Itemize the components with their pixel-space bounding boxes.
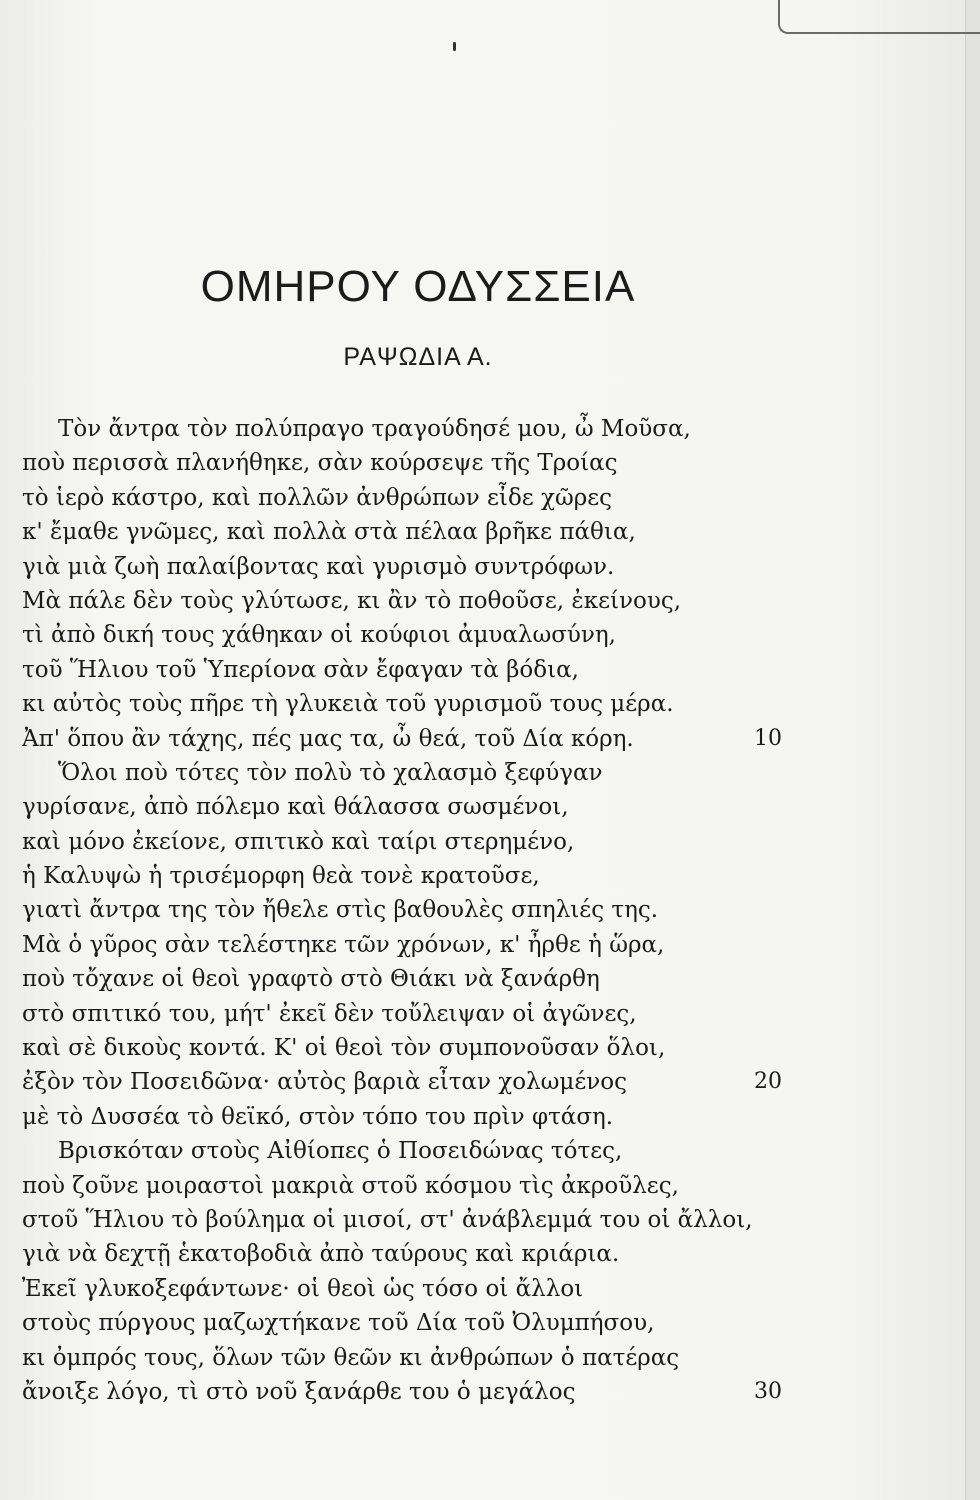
poem-line-text: Βρισκόταν στοὺς Αἰθίοπες ὁ Ποσειδώνας τότες, <box>58 1138 623 1165</box>
poem-line-text: καὶ σὲ δικοὺς κοντά. Κ' οἱ θεοὶ τὸν συμπονοῦσαν ὅλοι, <box>22 1035 666 1062</box>
poem-line <box>0 515 980 549</box>
poem-line-text: Μὰ ὁ γῦρος σὰν τελέστηκε τῶν χρόνων, κ' ἦρθε ἡ ὥρα, <box>22 931 665 958</box>
poem-line <box>0 584 980 618</box>
poem-line-text: τὶ ἀπὸ δική τους χάθηκαν οἱ κούφιοι ἀμυαλωσύνη, <box>22 622 616 649</box>
poem-line-text: μὲ τὸ Δυσσέα τὸ θεϊκό, στὸν τόπο του πρὶν φτάση. <box>22 1103 614 1130</box>
poem-line <box>0 618 980 652</box>
corner-mark <box>778 0 980 34</box>
poem-line-text: ποὺ τὄχανε οἱ θεοὶ γραφτὸ στὸ Θιάκι νὰ ξανάρθη <box>22 966 600 993</box>
poem-line <box>0 756 980 790</box>
poem-line-text: ποὺ ζοῦνε μοιραστοὶ μακριὰ στοῦ κόσμου τὶς ἀκροῦλες, <box>22 1172 679 1199</box>
poem-line-text: κι ὀμπρός τους, ὅλων τῶν θεῶν κι ἀνθρώπων ὁ πατέρας <box>22 1344 680 1371</box>
poem-line-text: ἄνοιξε λόγο, τὶ στὸ νοῦ ξανάρθε του ὁ μεγάλος <box>22 1378 576 1405</box>
line-number: 10 <box>754 725 782 751</box>
poem-line-text: στοῦ Ἥλιου τὸ βούλημα οἱ μισοί, στ' ἀνάβλεμμά του οἱ ἄλλοι, <box>22 1206 753 1233</box>
poem-line-text: γιὰ νὰ δεχτῇ ἑκατοβοδιὰ ἀπὸ ταύρους καὶ κριάρια. <box>22 1241 620 1268</box>
poem-line <box>0 687 980 721</box>
poem-line <box>0 825 980 859</box>
rhapsody-heading: ΡΑΨΩΔΙΑ Α. <box>343 343 493 371</box>
book-title: ΟΜΗΡΟΥ ΟΔΥΣΣΕΙΑ <box>200 262 636 311</box>
poem-line <box>0 1375 980 1409</box>
poem-line <box>0 1134 980 1168</box>
poem-line <box>0 412 980 446</box>
poem-line-text: ἐξὸν τὸν Ποσειδῶνα· αὐτὸς βαριὰ εἶταν χολωμένος <box>22 1069 627 1096</box>
poem-line-text: Ὅλοι ποὺ τότες τὸν πολὺ τὸ χαλασμὸ ξεφύγαν <box>58 759 603 786</box>
poem-line <box>0 653 980 687</box>
poem-line <box>0 928 980 962</box>
poem-line-text: Ἐκεῖ γλυκοξεφάντωνε· οἱ θεοὶ ὡς τόσο οἱ ἄλλοι <box>22 1275 584 1302</box>
poem-line <box>0 1272 980 1306</box>
poem-line <box>0 1100 980 1134</box>
poem-line <box>0 1306 980 1340</box>
poem-line-text: Μὰ πάλε δὲν τοὺς γλύτωσε, κι ἂν τὸ ποθοῦσε, ἐκείνους, <box>22 587 682 614</box>
poem-line <box>0 481 980 515</box>
poem-line-text: τὸ ἱερὸ κάστρο, καὶ πολλῶν ἀνθρώπων εἶδε χῶρες <box>22 484 613 511</box>
poem-line <box>0 997 980 1031</box>
line-number: 30 <box>754 1378 782 1404</box>
poem-line <box>0 962 980 996</box>
poem-line <box>0 446 980 480</box>
poem-line <box>0 1203 980 1237</box>
poem-line-text: κι αὐτὸς τοὺς πῆρε τὴ γλυκειὰ τοῦ γυρισμοῦ τους μέρα. <box>22 691 674 718</box>
line-number: 20 <box>754 1069 782 1095</box>
poem-line-text: στοὺς πύργους μαζωχτήκανε τοῦ Δία τοῦ Ὀλυμπήσου, <box>22 1310 655 1337</box>
poem-line <box>0 859 980 893</box>
poem-line <box>0 1237 980 1271</box>
poem-text <box>0 412 980 1409</box>
poem-line-text: καὶ μόνο ἐκείονε, σπιτικὸ καὶ ταίρι στερημένο, <box>22 828 575 855</box>
poem-line <box>0 722 980 756</box>
poem-line-text: ποὺ περισσὰ πλανήθηκε, σὰν κούρσεψε τῆς Τροίας <box>22 450 618 477</box>
poem-line <box>0 1169 980 1203</box>
poem-line-text: κ' ἔμαθε γνῶμες, καὶ πολλὰ στὰ πέλαα βρῆκε πάθια, <box>22 519 636 546</box>
poem-line <box>0 893 980 927</box>
poem-line <box>0 790 980 824</box>
poem-line-text: γιὰ μιὰ ζωὴ παλαίβοντας καὶ γυρισμὸ συντρόφων. <box>22 553 615 580</box>
ink-speck <box>453 42 456 51</box>
poem-line <box>0 1031 980 1065</box>
poem-line <box>0 550 980 584</box>
poem-line-text: Τὸν ἄντρα τὸν πολύπραγο τραγούδησέ μου, ὦ Μοῦσα, <box>58 416 691 442</box>
poem-line-text: στὸ σπιτικό του, μήτ' ἐκεῖ δὲν τοὔλειψαν οἱ ἀγῶνες, <box>22 1000 637 1027</box>
poem-line-text: τοῦ Ἥλιου τοῦ Ὑπερίονα σὰν ἔφαγαν τὰ βόδια, <box>22 656 579 683</box>
poem-line-text: Ἀπ' ὅπου ἂν τάχης, πές μας τα, ὦ θεά, τοῦ Δία κόρη. <box>22 725 634 752</box>
poem-line-text: ἡ Καλυψὼ ἡ τρισέμορφη θεὰ τονὲ κρατοῦσε, <box>22 863 540 890</box>
poem-line-text: γιατὶ ἄντρα της τὸν ἤθελε στὶς βαθουλὲς σπηλιές της. <box>22 897 659 924</box>
poem-line <box>0 1341 980 1375</box>
poem-line-text: γυρίσανε, ἀπὸ πόλεμο καὶ θάλασσα σωσμένοι, <box>22 794 569 821</box>
poem-line <box>0 1065 980 1099</box>
